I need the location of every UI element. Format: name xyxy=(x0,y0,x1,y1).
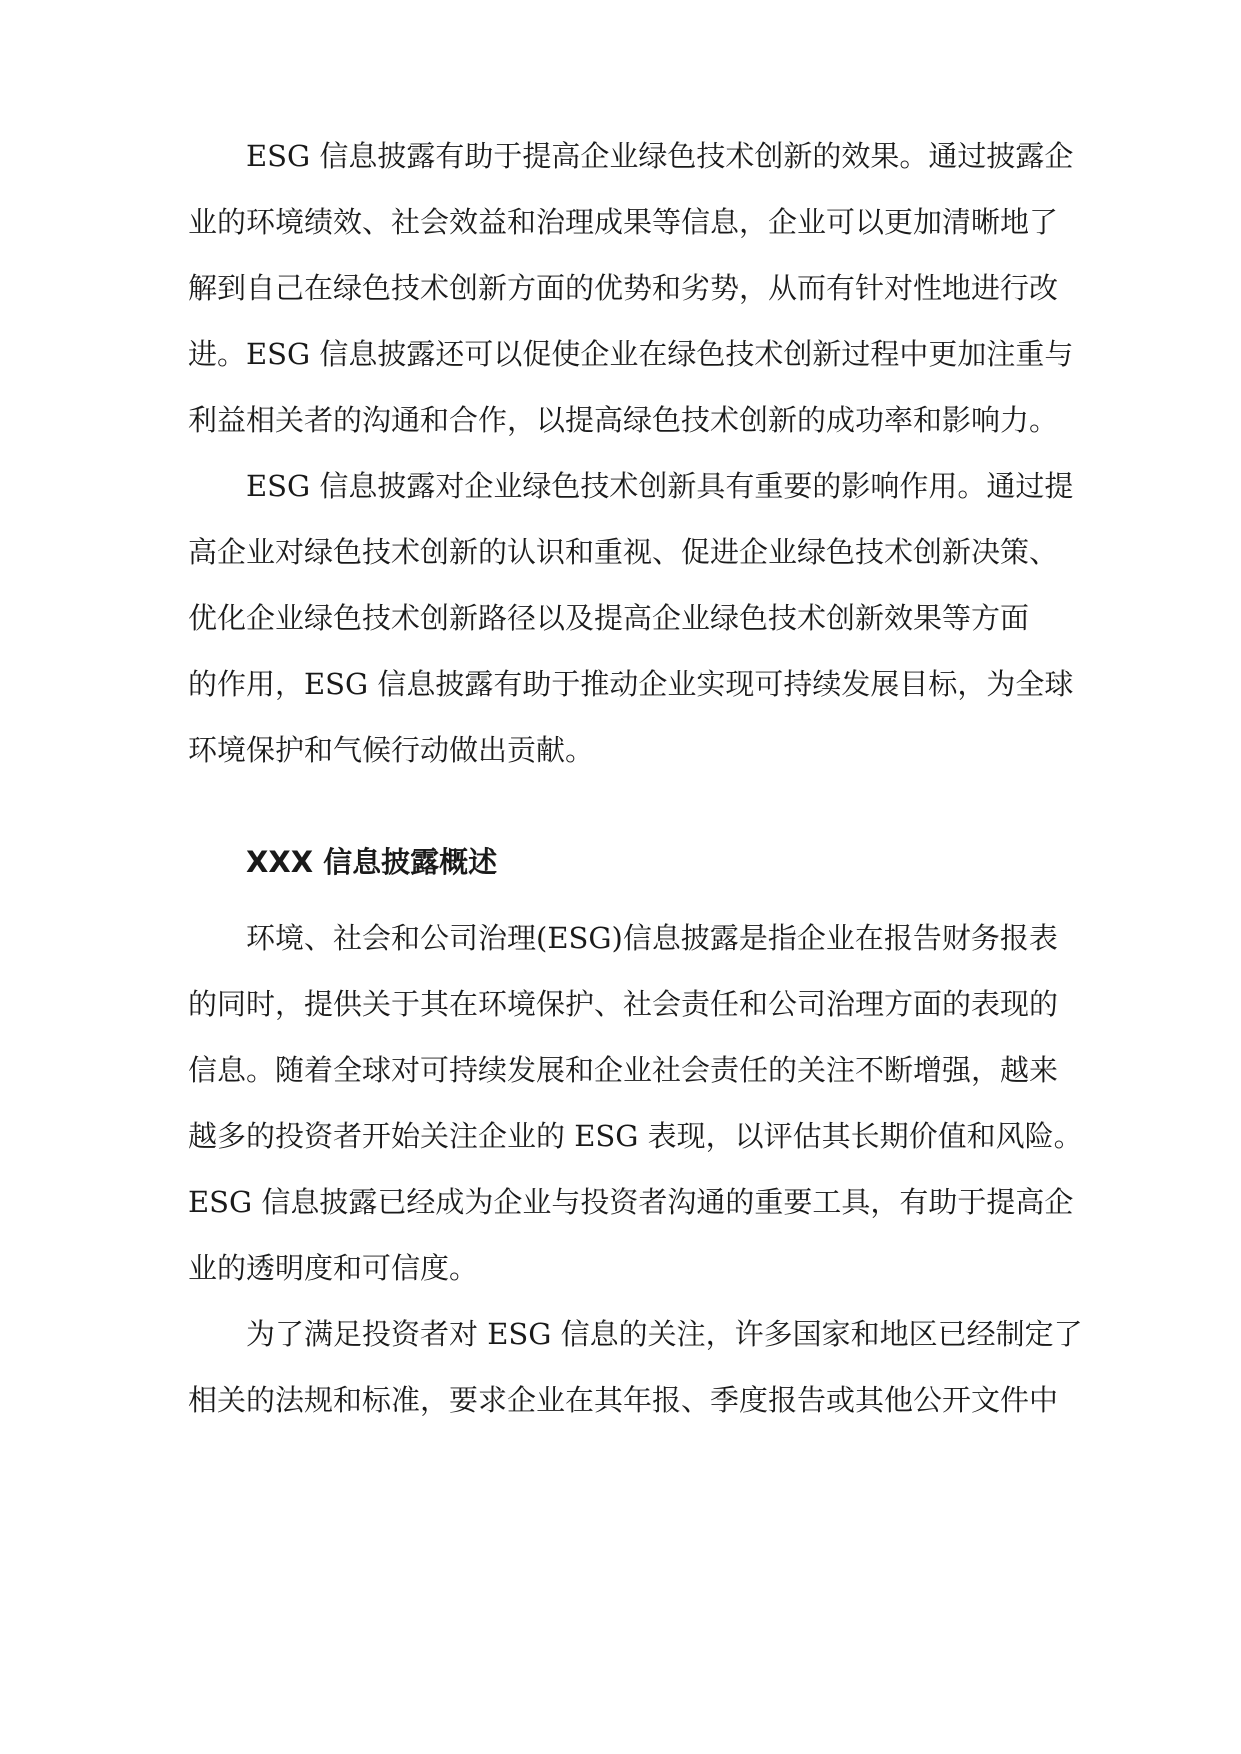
paragraph-3-line-6: 业的透明度和可信度。 xyxy=(188,1251,479,1285)
paragraph-2-line-2: 高企业对绿色技术创新的认识和重视、促进企业绿色技术创新决策、 xyxy=(188,535,1059,569)
paragraph-3-line-5: ESG 信息披露已经成为企业与投资者沟通的重要工具，有助于提高企 xyxy=(188,1185,1074,1219)
paragraph-2-line-1: ESG 信息披露对企业绿色技术创新具有重要的影响作用。通过提 xyxy=(246,469,1074,503)
paragraph-2-line-4: 的作用，ESG 信息披露有助于推动企业实现可持续发展目标，为全球 xyxy=(188,667,1074,701)
paragraph-1-line-1: ESG 信息披露有助于提高企业绿色技术创新的效果。通过披露企 xyxy=(246,139,1074,173)
paragraph-2-line-5: 环境保护和气候行动做出贡献。 xyxy=(188,733,595,767)
paragraph-4-line-1: 为了满足投资者对 ESG 信息的关注，许多国家和地区已经制定了 xyxy=(246,1317,1083,1351)
paragraph-3-line-4: 越多的投资者开始关注企业的 ESG 表现，以评估其长期价值和风险。 xyxy=(188,1119,1083,1153)
paragraph-3-line-2: 的同时，提供关于其在环境保护、社会责任和公司治理方面的表现的 xyxy=(188,987,1059,1021)
section-heading: XXX 信息披露概述 xyxy=(246,845,498,879)
paragraph-4-line-2: 相关的法规和标准，要求企业在其年报、季度报告或其他公开文件中 xyxy=(188,1383,1059,1417)
paragraph-1-line-5: 利益相关者的沟通和合作，以提高绿色技术创新的成功率和影响力。 xyxy=(188,403,1059,437)
paragraph-2-line-3: 优化企业绿色技术创新路径以及提高企业绿色技术创新效果等方面 xyxy=(188,601,1030,635)
paragraph-3-line-3: 信息。随着全球对可持续发展和企业社会责任的关注不断增强，越来 xyxy=(188,1053,1059,1087)
paragraph-1-line-3: 解到自己在绿色技术创新方面的优势和劣势，从而有针对性地进行改 xyxy=(188,271,1059,305)
paragraph-1-line-4: 进。ESG 信息披露还可以促使企业在绿色技术创新过程中更加注重与 xyxy=(188,337,1074,371)
paragraph-3-line-1: 环境、社会和公司治理(ESG)信息披露是指企业在报告财务报表 xyxy=(246,921,1058,955)
paragraph-1-line-2: 业的环境绩效、社会效益和治理成果等信息，企业可以更加清晰地了 xyxy=(188,205,1059,239)
